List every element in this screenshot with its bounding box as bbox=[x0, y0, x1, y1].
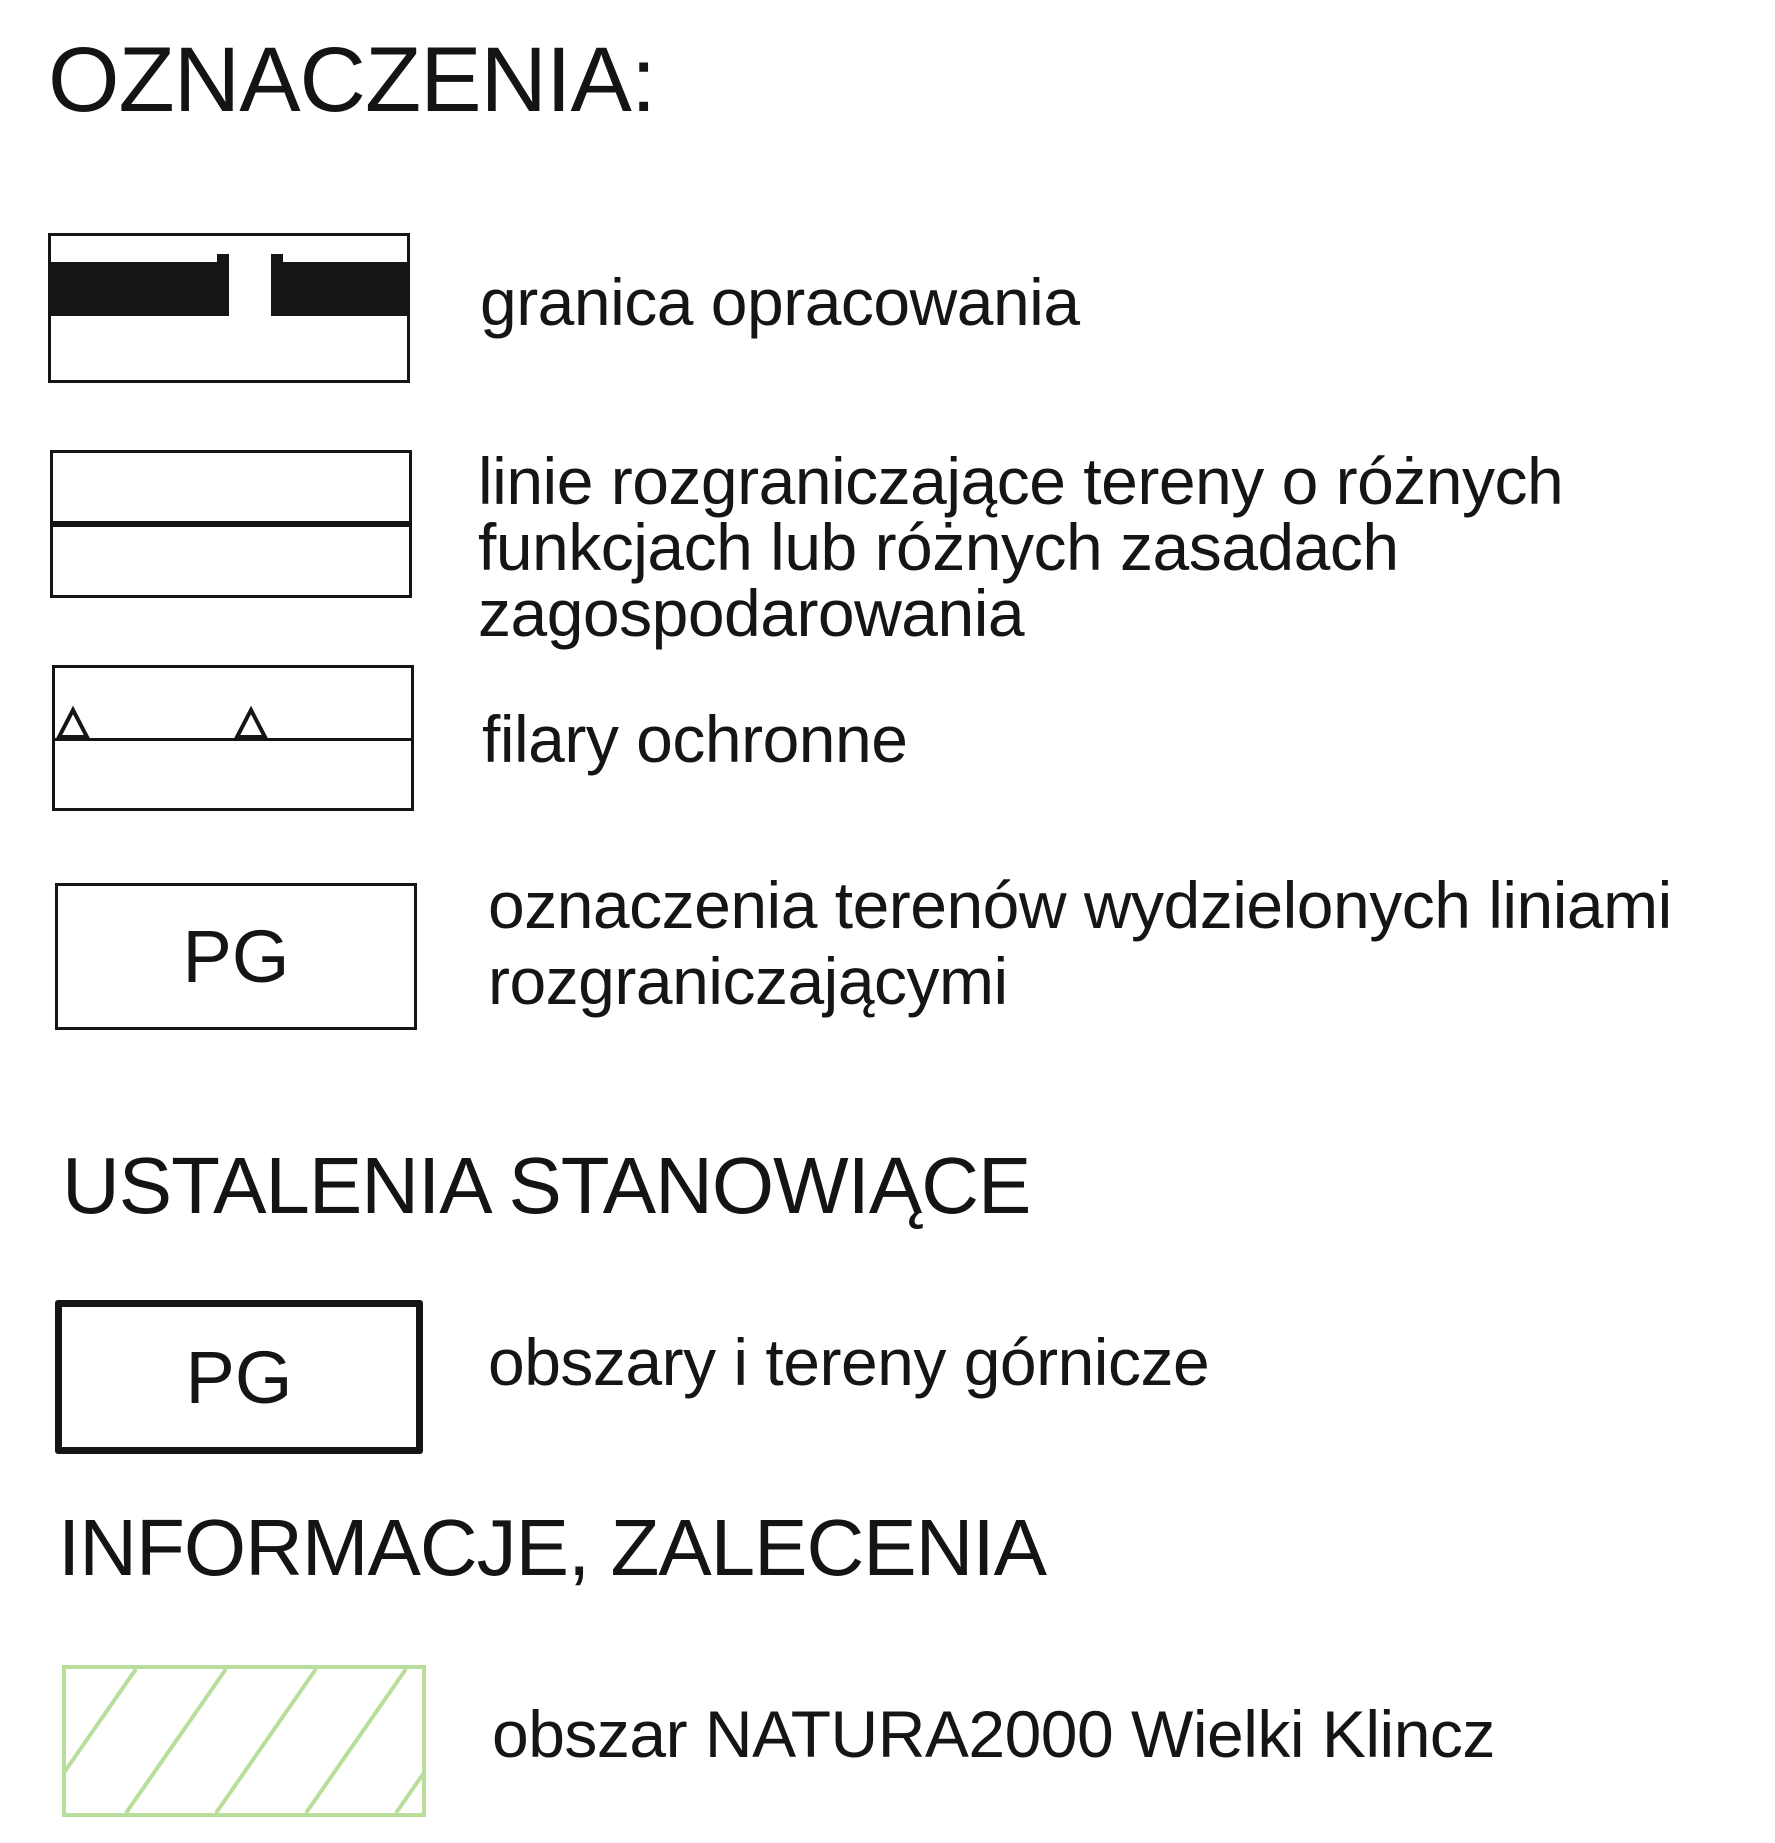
protective-pillars-icon bbox=[55, 668, 411, 808]
study-boundary-label: granica opracowania bbox=[480, 265, 1080, 339]
legend-title: OZNACZENIA: bbox=[48, 29, 656, 131]
protective-pillars-label: filary ochronne bbox=[482, 702, 908, 776]
natura2000-label: obszar NATURA2000 Wielki Klincz bbox=[492, 1697, 1495, 1771]
natura2000-hatch-icon bbox=[66, 1669, 422, 1813]
natura2000-symbol bbox=[62, 1665, 426, 1817]
area-code-text: PG bbox=[182, 915, 290, 998]
demarcation-line-label: linie rozgraniczające tereny o różnych funkcjach lub różnych zasadach zagospodarowania bbox=[478, 444, 1564, 650]
study-boundary-symbol bbox=[48, 233, 410, 383]
mining-area-code: PG bbox=[185, 1335, 293, 1419]
informacje-title: INFORMACJE, ZALECENIA bbox=[58, 1503, 1047, 1592]
protective-pillars-symbol bbox=[52, 665, 414, 811]
area-code-label: oznaczenia terenów wydzielonych liniami rozgraniczającymi bbox=[488, 868, 1672, 1018]
mining-area-symbol bbox=[55, 1300, 423, 1454]
mining-area-label: obszary i tereny górnicze bbox=[488, 1325, 1210, 1399]
area-code-symbol bbox=[55, 883, 417, 1030]
demarcation-line-icon bbox=[53, 453, 409, 595]
study-boundary-icon bbox=[51, 236, 407, 380]
ustalenia-title: USTALENIA STANOWIĄCE bbox=[62, 1141, 1031, 1230]
demarcation-line-symbol bbox=[50, 450, 412, 598]
